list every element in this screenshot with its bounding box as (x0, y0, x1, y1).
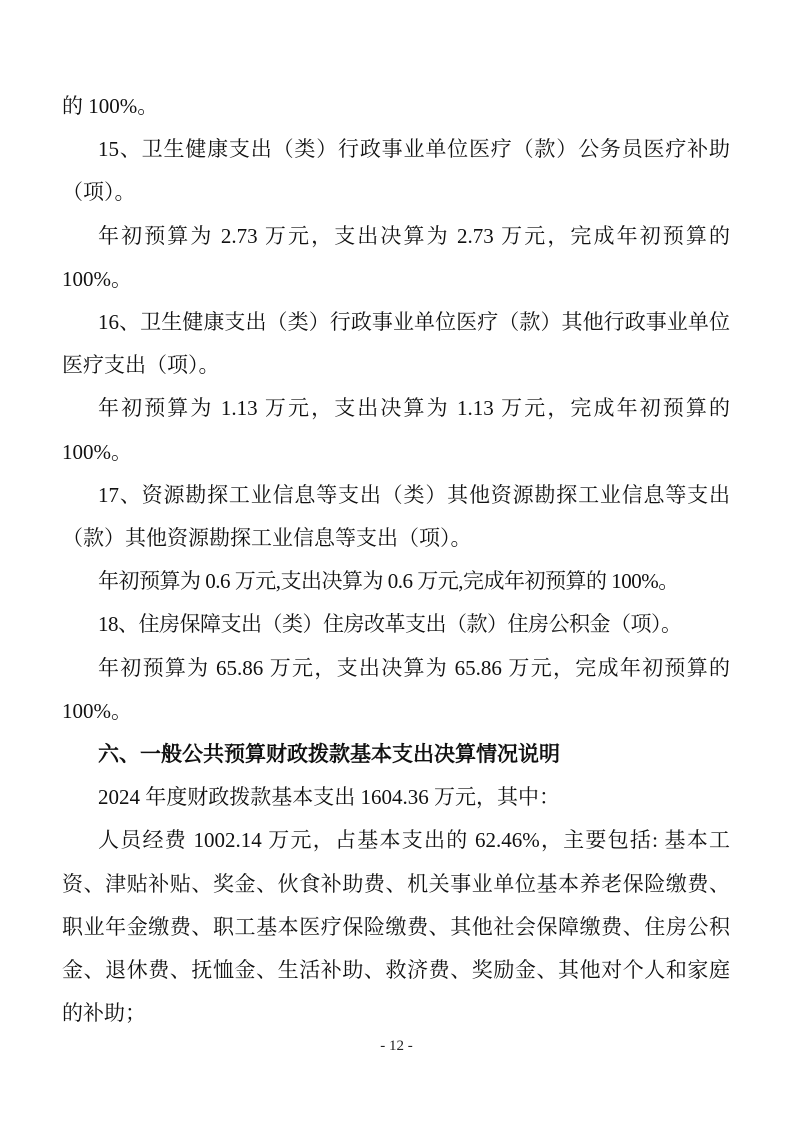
paragraph-item-15-title: 15、卫生健康支出（类）行政事业单位医疗（款）公务员医疗补助（项）。 (62, 137, 730, 205)
paragraph-item-17-title: 17、资源勘探工业信息等支出（类）其他资源勘探工业信息等支出（款）其他资源勘探工业信息等支出（项）。 (62, 482, 730, 551)
paragraph-2024-basic-expenditure: 2024 年度财政拨款基本支出 1604.36 万元，其中： (98, 785, 560, 810)
paragraph-item-17-budget: 年初预算为 0.6 万元,支出决算为 0.6 万元,完成年初预算的 100%。 (98, 569, 679, 594)
paragraph-item-18-budget: 年初预算为 65.86 万元，支出决算为 65.86 万元，完成年初预算的 100%。 (62, 655, 730, 723)
paragraph-item-16-budget: 年初预算为 1.13 万元，支出决算为 1.13 万元，完成年初预算的 100%。 (62, 396, 730, 464)
document-body (62, 85, 730, 1035)
paragraph-item-18-title: 18、住房保障支出（类）住房改革支出（款）住房公积金（项）。 (98, 612, 682, 637)
paragraph-item-16-title: 16、卫生健康支出（类）行政事业单位医疗（款）其他行政事业单位医疗支出（项）。 (62, 310, 730, 378)
paragraph-item-15-budget: 年初预算为 2.73 万元，支出决算为 2.73 万元，完成年初预算的 100%。 (62, 223, 730, 291)
paragraph-personnel-expenses: 人员经费 1002.14 万元，占基本支出的 62.46%，主要包括: 基本工资、津贴补贴、奖金、伙食补助费、机关事业单位基本养老保险缴费、职业年金缴费、职工基本医疗保险缴费、其他社会保障缴费、住房公积金、退休费、抚恤金、生活补助、救济费、奖励金、其他对个人和家庭的补助； (62, 828, 730, 1026)
section-heading-six: 六、一般公共预算财政拨款基本支出决算情况说明 (98, 742, 560, 767)
page-number: - 12 - (380, 1038, 413, 1054)
paragraph-continuation-100-percent: 的 100%。 (62, 94, 159, 118)
